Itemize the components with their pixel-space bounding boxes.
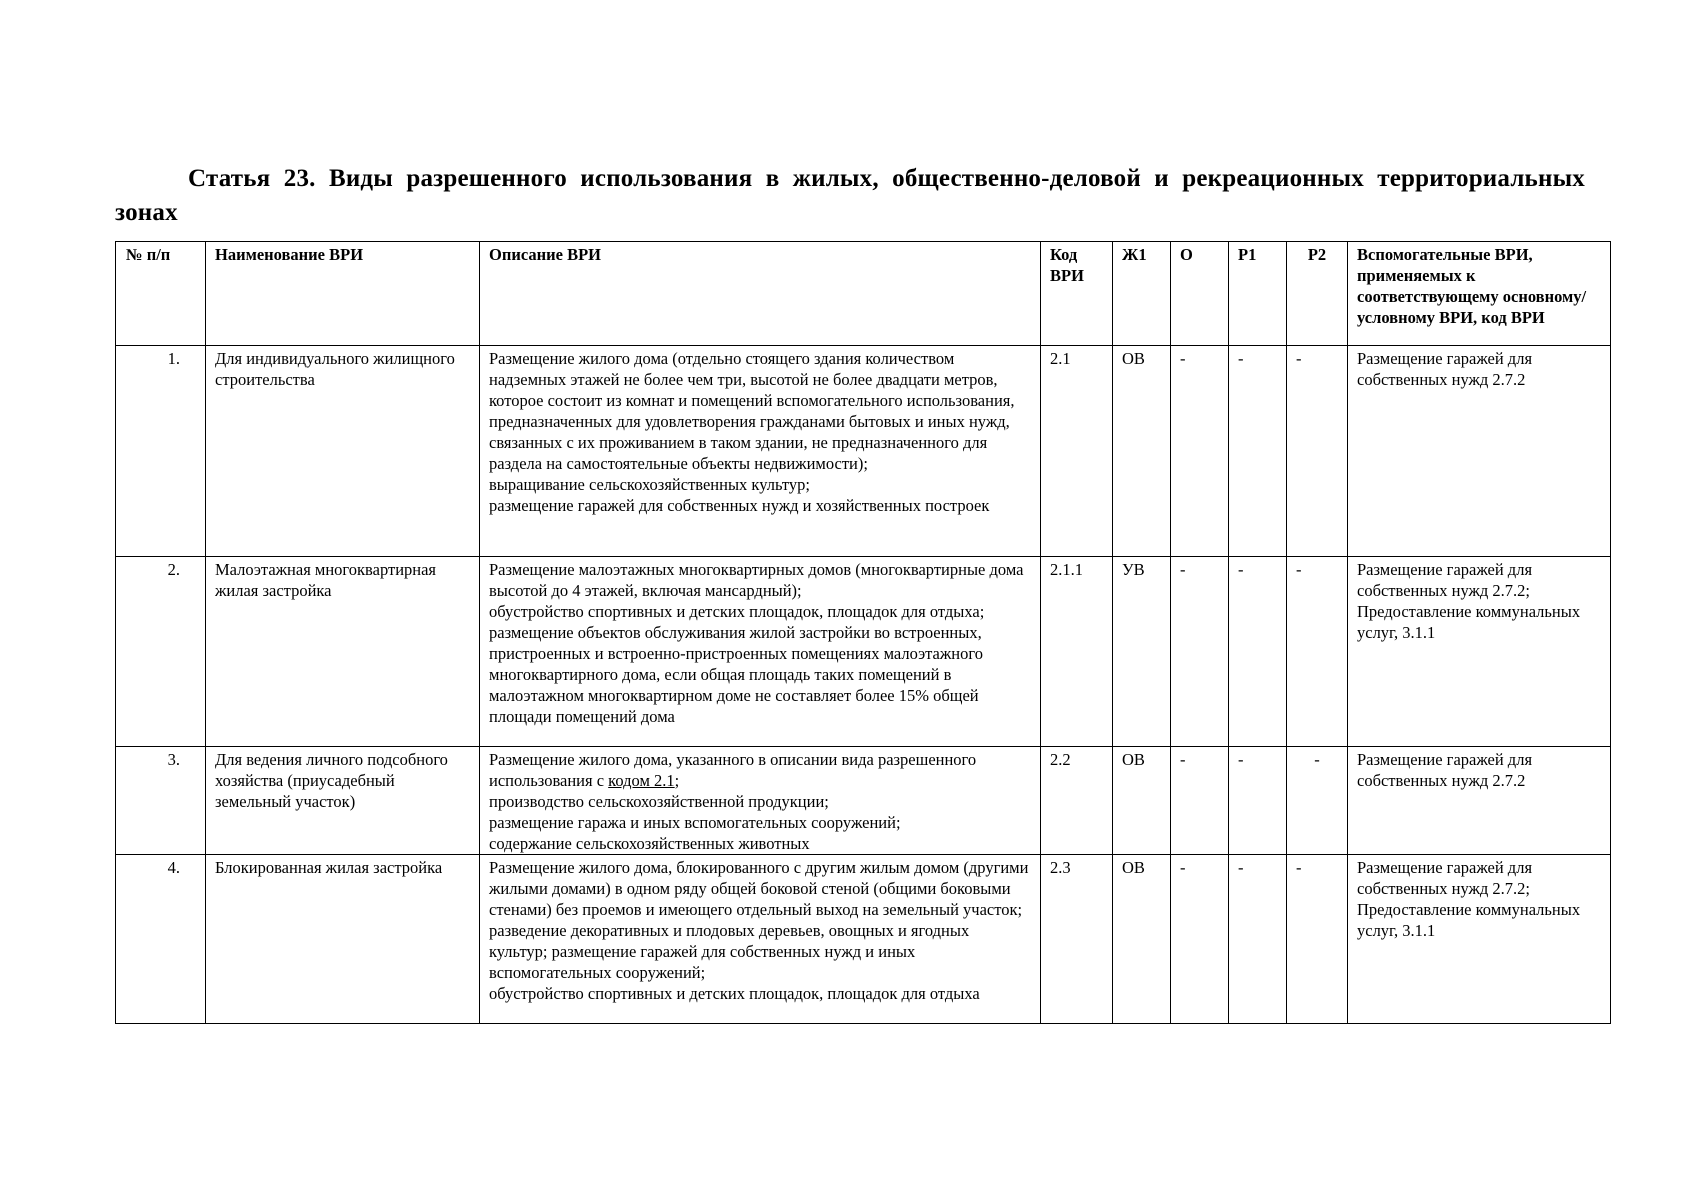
description-line: размещение гаража и иных вспомогательных сооружений;	[489, 813, 901, 832]
description-line: Размещение малоэтажных многоквартирных домов (многоквартирные дома высотой до 4 этажей, включая мансардный);	[489, 560, 1024, 600]
row-code: 2.1.1	[1041, 557, 1113, 747]
row-description	[480, 346, 1041, 557]
row-r1: -	[1229, 855, 1287, 1024]
description-text: ;	[674, 771, 680, 790]
row-code: 2.2	[1041, 747, 1113, 855]
row-name: Блокированная жилая застройка	[206, 855, 480, 1024]
description-line: Размещение жилого дома (отдельно стоящего здания количеством надземных этажей не более чем три, высотой не более двадцати метров, которое состоит из комнат и помещений вспомогательного использования, предназначенных для удовлетворения гражданами бытовых и иных нужд, связанных с их проживанием в таком здании, не предназначенного для раздела на самостоятельные объекты недвижимости);	[489, 349, 1015, 473]
row-auxiliary: Размещение гаражей для собственных нужд 2.7.2	[1348, 747, 1611, 855]
row-zh1: ОВ	[1113, 747, 1171, 855]
row-r1: -	[1229, 557, 1287, 747]
description-line: размещение гаражей для собственных нужд и хозяйственных построек	[489, 496, 990, 515]
description-line: Размещение жилого дома, блокированного с другим жилым домом (другими жилыми домами) в одном ряду общей боковой стеной (общими боковыми стенами) без проемов и имеющего отдельный выход на земельный участок; разведение декоративных и плодовых деревьев, овощных и ягодных культур; размещение гаражей для собственных нужд и иных вспомогательных сооружений;	[489, 858, 1029, 982]
header-o: О	[1171, 242, 1229, 346]
row-description	[480, 557, 1041, 747]
description-line	[489, 749, 1031, 791]
header-r1: Р1	[1229, 242, 1287, 346]
description-text: Размещение жилого дома, указанного в описании вида разрешенного использования с	[489, 750, 977, 790]
row-code: 2.1	[1041, 346, 1113, 557]
row-description	[480, 747, 1041, 855]
row-num: 1.	[116, 346, 206, 557]
table-row	[116, 346, 1611, 557]
table-row	[116, 855, 1611, 1024]
row-r2: -	[1287, 346, 1348, 557]
row-name: Для индивидуального жилищного строительства	[206, 346, 480, 557]
description-line: обустройство спортивных и детских площадок, площадок для отдыха	[489, 984, 980, 1003]
header-num: № п/п	[116, 242, 206, 346]
row-o: -	[1171, 346, 1229, 557]
row-description	[480, 855, 1041, 1024]
description-line: выращивание сельскохозяйственных культур;	[489, 475, 810, 494]
row-o: -	[1171, 747, 1229, 855]
description-line: содержание сельскохозяйственных животных	[489, 834, 810, 853]
row-r1: -	[1229, 346, 1287, 557]
row-o: -	[1171, 855, 1229, 1024]
description-line: обустройство спортивных и детских площадок, площадок для отдыха; размещение объектов обслуживания жилой застройки во встроенных, пристроенных и встроенно-пристроенных помещениях малоэтажного многоквартирного дома, если общая площадь таких помещений в малоэтажном многоквартирном доме не составляет более 15% общей площади помещений дома	[489, 602, 985, 726]
table-row	[116, 557, 1611, 747]
header-r2: Р2	[1287, 242, 1348, 346]
header-code: Код ВРИ	[1041, 242, 1113, 346]
row-num: 2.	[116, 557, 206, 747]
row-zh1: ОВ	[1113, 346, 1171, 557]
article-heading: Статья 23. Виды разрешенного использования в жилых, общественно-деловой и рекреационных территориальных зонах	[115, 165, 1585, 226]
row-r2: -	[1287, 747, 1348, 855]
header-name: Наименование ВРИ	[206, 242, 480, 346]
row-name: Для ведения личного подсобного хозяйства (приусадебный земельный участок)	[206, 747, 480, 855]
row-zh1: ОВ	[1113, 855, 1171, 1024]
row-num: 3.	[116, 747, 206, 855]
row-name: Малоэтажная многоквартирная жилая застройка	[206, 557, 480, 747]
description-line: производство сельскохозяйственной продукции;	[489, 792, 829, 811]
row-r1: -	[1229, 747, 1287, 855]
header-zh1: Ж1	[1113, 242, 1171, 346]
header-description: Описание ВРИ	[480, 242, 1041, 346]
row-zh1: УВ	[1113, 557, 1171, 747]
table-row	[116, 747, 1611, 855]
row-auxiliary: Размещение гаражей для собственных нужд 2.7.2; Предоставление коммунальных услуг, 3.1.1	[1348, 557, 1611, 747]
row-auxiliary: Размещение гаражей для собственных нужд 2.7.2	[1348, 346, 1611, 557]
header-auxiliary: Вспомогательные ВРИ, применяемых к соответствующему основному/условному ВРИ, код ВРИ	[1348, 242, 1611, 346]
row-code: 2.3	[1041, 855, 1113, 1024]
row-r2: -	[1287, 557, 1348, 747]
code-reference-link[interactable]: кодом 2.1	[608, 771, 675, 790]
vri-table	[115, 241, 1611, 1024]
row-r2: -	[1287, 855, 1348, 1024]
row-num: 4.	[116, 855, 206, 1024]
row-auxiliary: Размещение гаражей для собственных нужд 2.7.2; Предоставление коммунальных услуг, 3.1.1	[1348, 855, 1611, 1024]
row-o: -	[1171, 557, 1229, 747]
table-header-row	[116, 242, 1611, 346]
